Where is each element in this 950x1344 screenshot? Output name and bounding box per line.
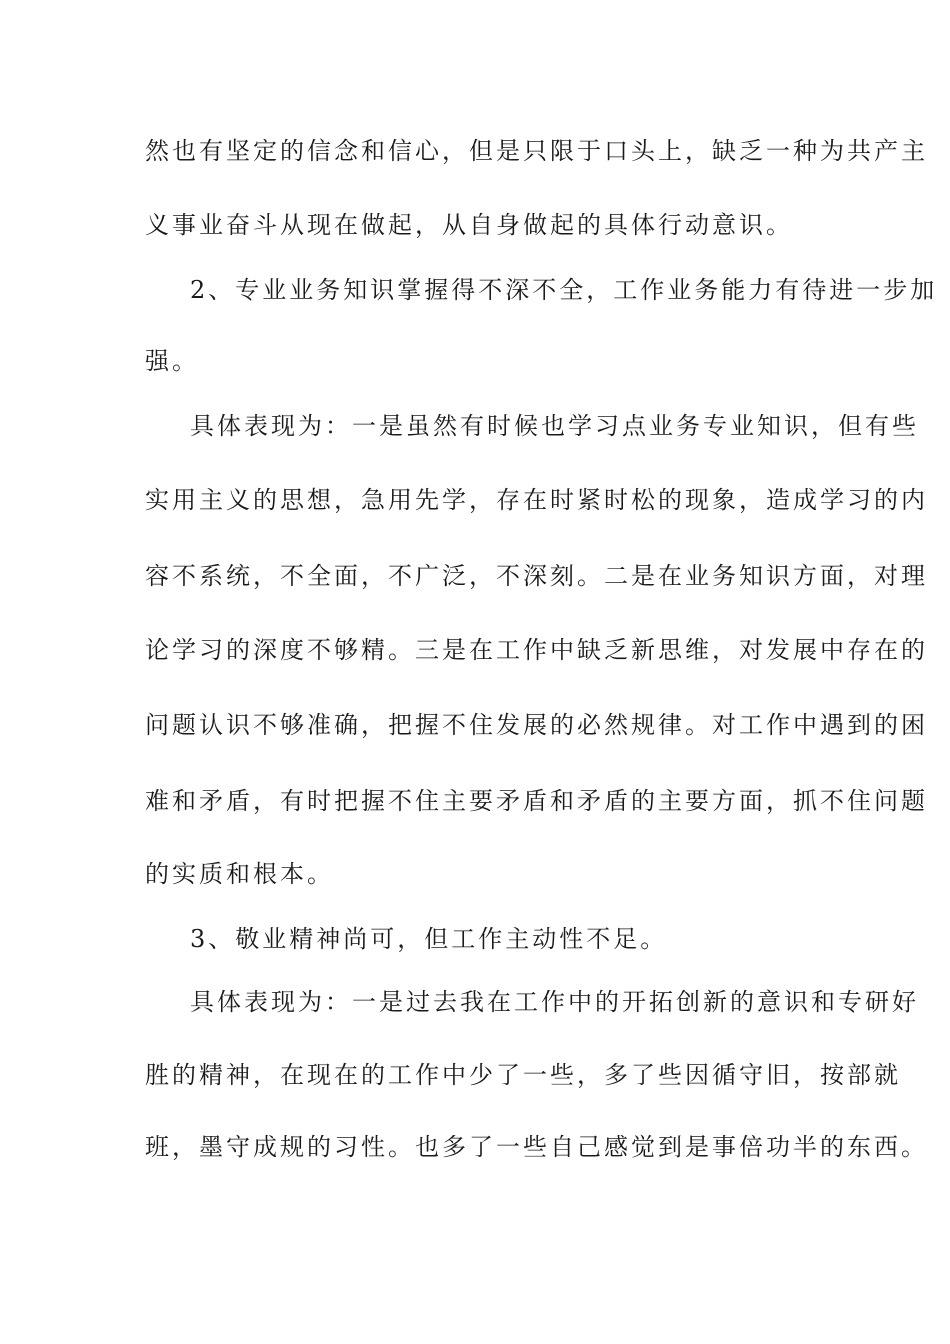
text-line: 3、敬业精神尚可，但工作主动性不足。	[190, 925, 668, 953]
text-line: 论学习的深度不够精。三是在工作中缺乏新思维，对发展中存在的	[145, 636, 928, 664]
text-line: 2、专业业务知识掌握得不深不全，工作业务能力有待进一步加	[190, 276, 938, 304]
text-line: 问题认识不够准确，把握不住发展的必然规律。对工作中遇到的困	[145, 711, 928, 739]
text-line: 的实质和根本。	[145, 860, 334, 888]
text-line: 义事业奋斗从现在做起，从自身做起的具体行动意识。	[145, 211, 793, 239]
text-line: 班，墨守成规的习性。也多了一些自己感觉到是事倍功半的东西。	[145, 1133, 928, 1161]
text-line: 胜的精神，在现在的工作中少了一些，多了些因循守旧，按部就	[145, 1061, 901, 1089]
text-line: 然也有坚定的信念和信心，但是只限于口头上，缺乏一种为共产主	[145, 137, 928, 165]
text-line: 容不系统，不全面，不广泛，不深刻。二是在业务知识方面，对理	[145, 562, 928, 590]
text-line: 实用主义的思想，急用先学，存在时紧时松的现象，造成学习的内	[145, 486, 928, 514]
text-line: 难和矛盾，有时把握不住主要矛盾和矛盾的主要方面，抓不住问题	[145, 787, 928, 815]
text-line: 强。	[145, 347, 199, 375]
text-line: 具体表现为：一是过去我在工作中的开拓创新的意识和专研好	[190, 988, 919, 1016]
text-line: 具体表现为：一是虽然有时候也学习点业务专业知识，但有些	[190, 412, 919, 440]
